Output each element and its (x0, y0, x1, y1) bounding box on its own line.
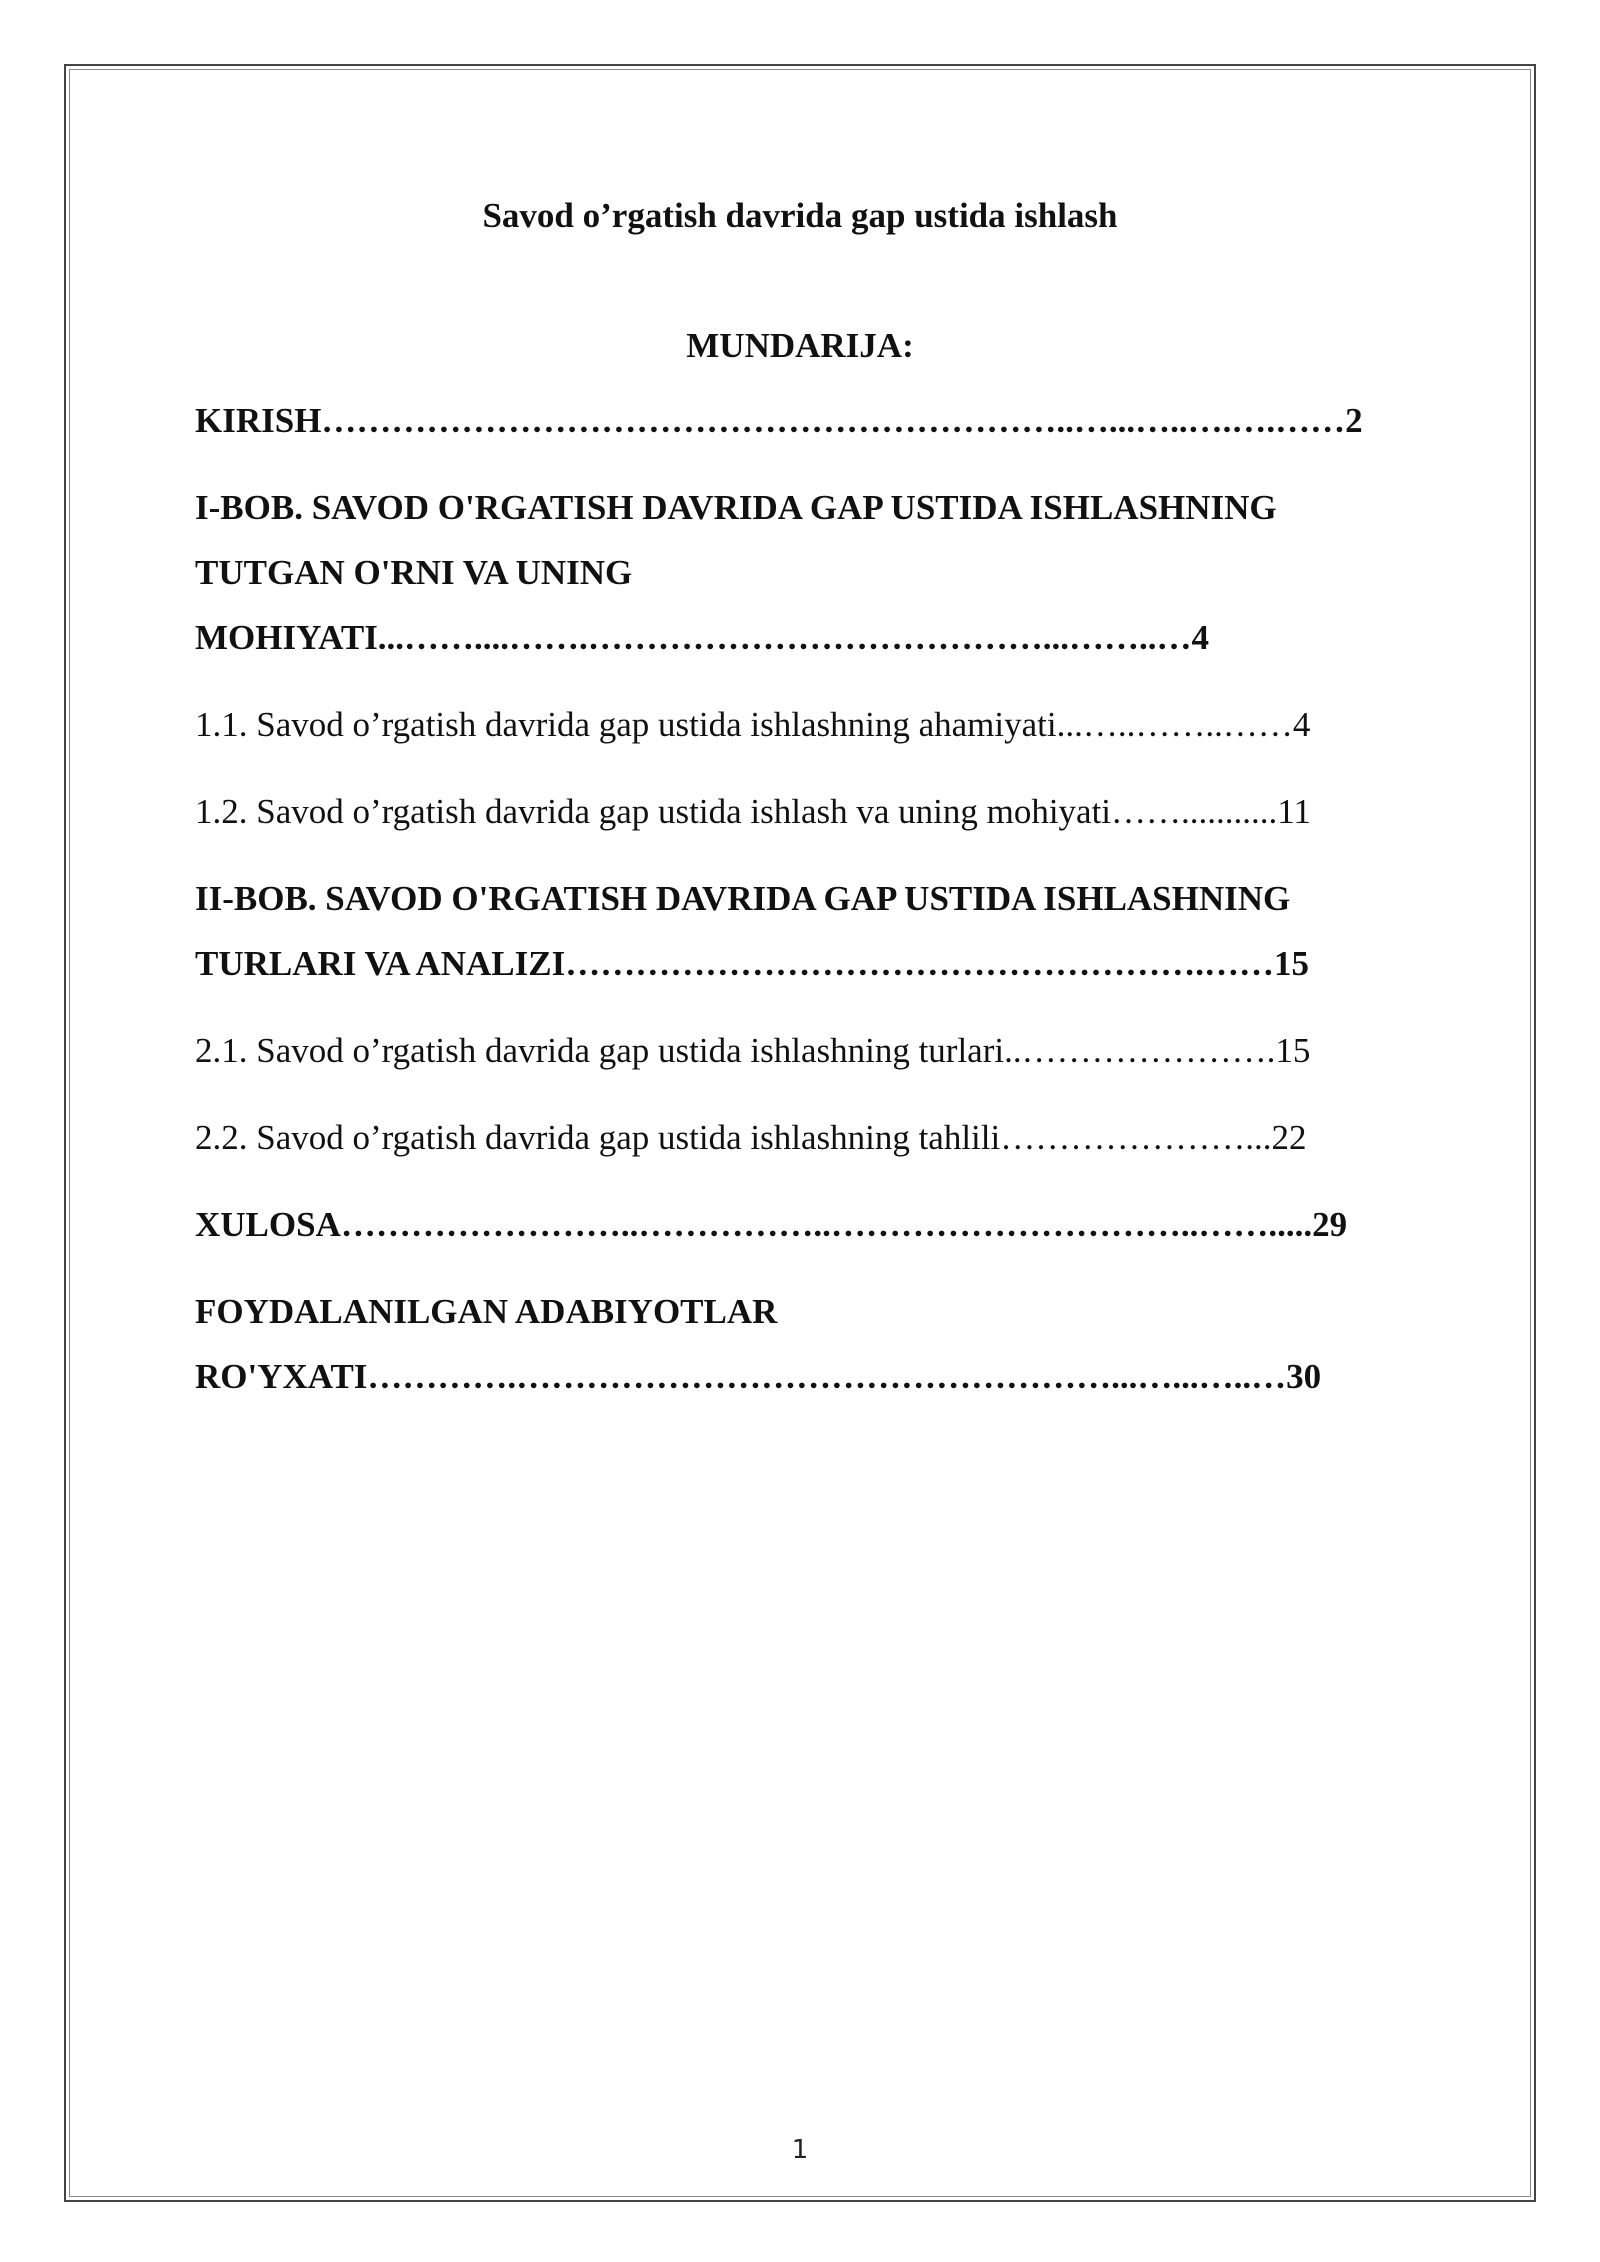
toc-entry-line: 1.2. Savod o’rgatish davrida gap ustida ishlash va uning mohiyati……...........11 (195, 792, 1311, 831)
toc-entry-section-1-2[interactable] (195, 779, 1415, 844)
toc-entry-line: RO'YXATI………….……………………………………………...…...…..…30 (195, 1357, 1322, 1396)
toc-entry-line: 2.1. Savod o’rgatish davrida gap ustida ishlashning turlari..………………….15 (195, 1031, 1311, 1070)
toc-entry-references[interactable] (195, 1279, 1415, 1409)
toc-entry-line: FOYDALANILGAN ADABIYOTLAR (195, 1292, 778, 1331)
toc-entry-chapter-2[interactable] (195, 866, 1415, 996)
toc-entry-line: MOHIYATI...……....…….…………………………………...……..…4 (195, 618, 1210, 657)
table-of-contents (195, 388, 1415, 1431)
toc-entry-line: XULOSA……………………..……………..…………………………..…….....29 (195, 1205, 1348, 1244)
toc-entry-line: TUTGAN O'RNI VA UNING (195, 553, 633, 592)
toc-entry-line: KIRISH………………………………………………………..…...…..….….……2 (195, 401, 1363, 440)
toc-entry-section-2-2[interactable] (195, 1105, 1415, 1170)
toc-entry-kirish[interactable] (195, 388, 1415, 453)
page-number: 1 (791, 2135, 809, 2165)
toc-entry-line: 1.1. Savod o’rgatish davrida gap ustida ishlashning ahamiyati...…..……..……4 (195, 705, 1311, 744)
toc-entry-line: II-BOB. SAVOD O'RGATISH DAVRIDA GAP USTIDA ISHLASHNING (195, 879, 1291, 918)
toc-entry-line: 2.2. Savod o’rgatish davrida gap ustida ishlashning tahlili…………………...22 (195, 1118, 1307, 1157)
toc-entry-line: I-BOB. SAVOD O'RGATISH DAVRIDA GAP USTIDA ISHLASHNING (195, 488, 1277, 527)
toc-entry-line: TURLARI VA ANALIZI……………………………………………….……15 (195, 944, 1309, 983)
toc-entry-section-2-1[interactable] (195, 1018, 1415, 1083)
document-title: Savod o’rgatish davrida gap ustida ishlash (482, 196, 1118, 235)
toc-entry-section-1-1[interactable] (195, 692, 1415, 757)
toc-heading: MUNDARIJA: (686, 326, 914, 365)
toc-entry-chapter-1[interactable] (195, 475, 1415, 670)
toc-entry-xulosa[interactable] (195, 1192, 1415, 1257)
